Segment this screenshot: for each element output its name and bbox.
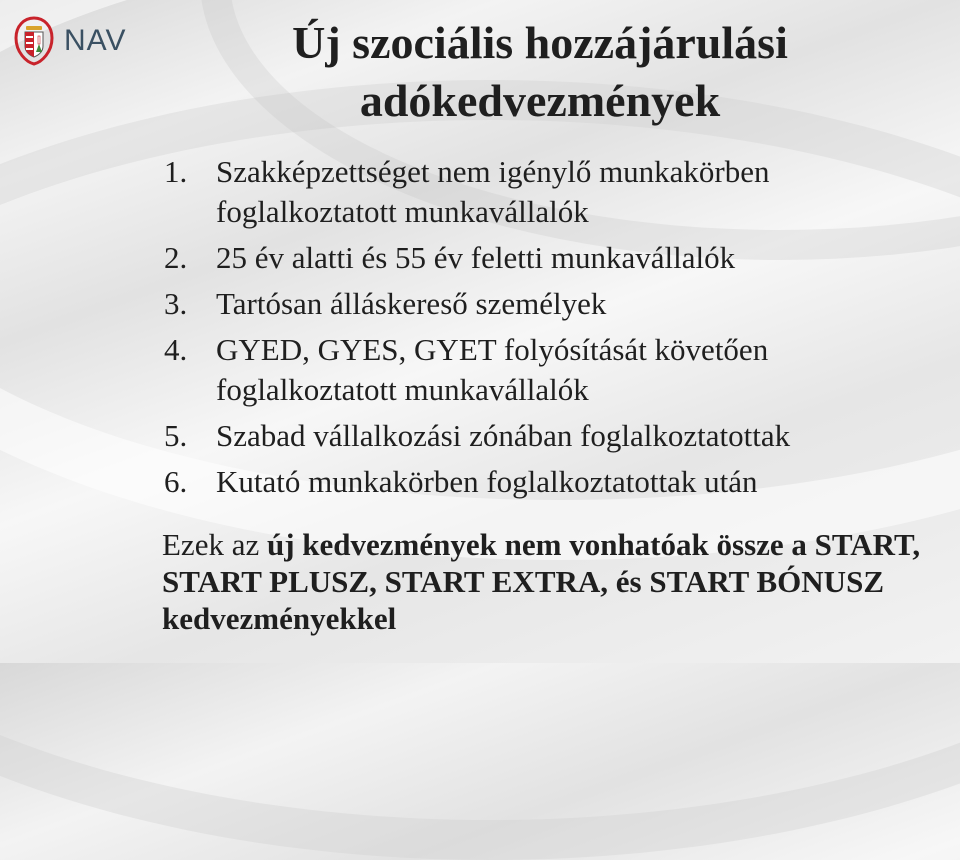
note-paragraph bbox=[162, 526, 942, 637]
list-item bbox=[164, 462, 944, 502]
list-item-text: GYED, GYES, GYET folyósítását követően foglalkoztatott munkavállalók bbox=[216, 332, 769, 407]
list-item-number: 1. bbox=[164, 154, 188, 189]
coat-of-arms-icon bbox=[14, 16, 54, 66]
list-item-text: Kutató munkakörben foglalkoztatottak után bbox=[216, 464, 758, 499]
nav-logo bbox=[14, 16, 126, 66]
list-item bbox=[164, 416, 944, 456]
note-bold-text: új kedvezmények nem vonhatóak össze a START, START PLUSZ, START EXTRA, és START BÓNUSZ kedvezményekkel bbox=[162, 527, 921, 636]
list-item-text: Szakképzettséget nem igénylő munkakörben foglalkoztatott munkavállalók bbox=[216, 154, 770, 229]
benefit-list bbox=[164, 152, 944, 508]
list-item-text: 25 év alatti és 55 év feletti munkavállalók bbox=[216, 240, 736, 275]
note-prefix: Ezek az bbox=[162, 527, 267, 562]
list-item-number: 3. bbox=[164, 286, 188, 321]
list-item-text: Szabad vállalkozási zónában foglalkoztatottak bbox=[216, 418, 791, 453]
list-item bbox=[164, 284, 944, 324]
page-title bbox=[160, 14, 920, 130]
list-item-number: 6. bbox=[164, 464, 188, 499]
logo-text: NAV bbox=[64, 24, 127, 57]
list-item bbox=[164, 152, 944, 232]
list-item-text: Tartósan álláskereső személyek bbox=[216, 286, 607, 321]
list-item-number: 2. bbox=[164, 240, 188, 275]
title-line-2: adókedvezmények bbox=[359, 75, 721, 126]
list-item bbox=[164, 330, 944, 410]
list-item bbox=[164, 238, 944, 278]
list-item-number: 4. bbox=[164, 332, 188, 367]
list-item-number: 5. bbox=[164, 418, 188, 453]
title-line-1: Új szociális hozzájárulási bbox=[292, 17, 788, 68]
